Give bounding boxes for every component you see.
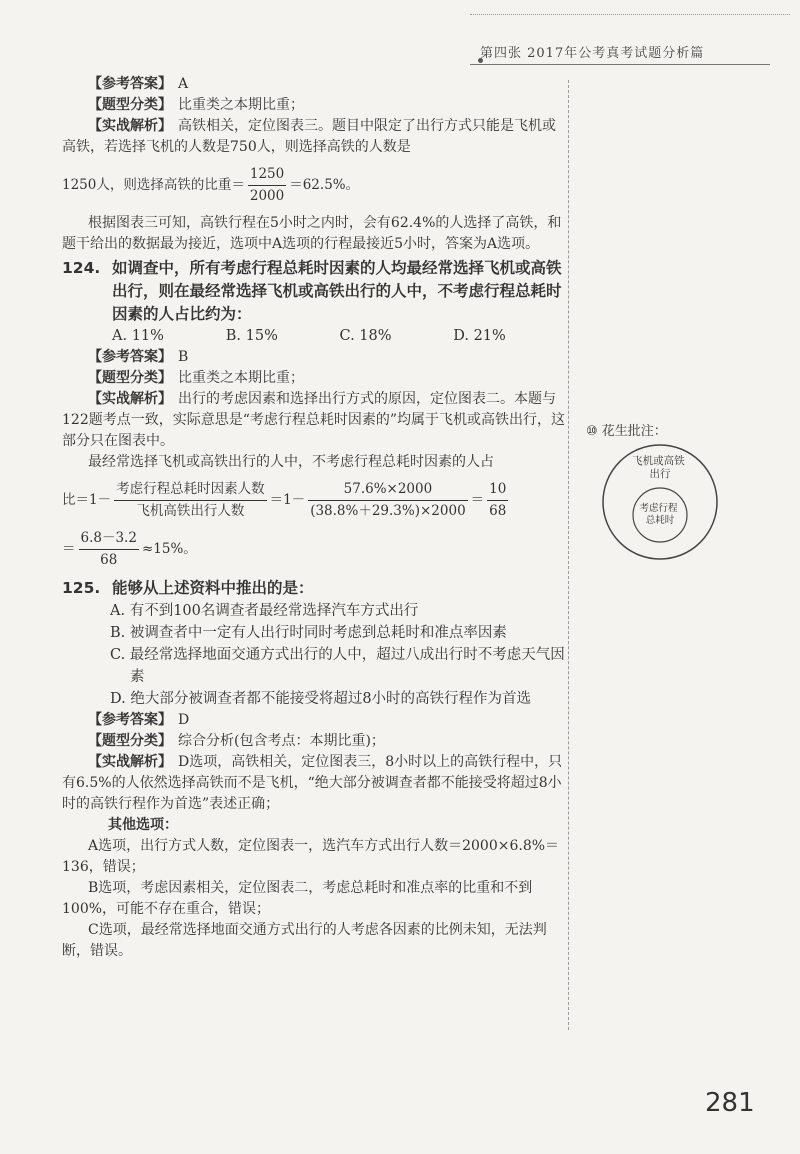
page-number: 281 <box>705 1088 755 1118</box>
option-d: D. 绝大部分被调查者都不能接受将超过8小时的高铁行程作为首选 <box>110 691 532 707</box>
type-value: 综合分析(包含考点：本期比重)； <box>178 733 385 749</box>
question-125 <box>62 577 567 600</box>
option-a: A. 11% <box>112 328 164 344</box>
fraction: $\frac{6.8-3.2}{68}$ <box>80 530 137 568</box>
margin-divider <box>568 80 569 1030</box>
type-label: 【题型分类】 <box>88 733 172 749</box>
answer-line <box>62 74 567 95</box>
analysis-label: 【实战解析】 <box>88 118 172 134</box>
type-line <box>62 95 567 116</box>
outer-label <box>632 454 688 480</box>
outer-label-line2: 出行 <box>649 468 671 480</box>
inner-label <box>639 502 680 526</box>
fraction: $\frac{1250}{2000}$ <box>249 166 285 204</box>
type-label: 【题型分类】 <box>88 370 172 386</box>
answer-value: B <box>178 349 189 365</box>
analysis-formula: 1250人，则选择高铁的比重＝ $\frac{1250}{2000}$ ＝62.5%。 <box>62 164 567 207</box>
question-text: 如调查中，所有考虑行程总耗时因素的人均最经常选择飞机或高铁出行，则在最经常选择飞机或高铁出行的人中，不考虑行程总耗时因素的人占比约为： <box>112 259 562 323</box>
question-text: 能够从上述资料中推出的是： <box>112 579 314 597</box>
question-number: 124. <box>62 259 101 277</box>
option-b: B. 15% <box>225 328 278 344</box>
type-line <box>62 368 567 389</box>
type-value: 比重类之本期比重； <box>178 370 304 386</box>
answer-value: A <box>178 76 189 92</box>
ratio-formula: 比＝1－ $\frac{\text{考虑行程总耗时因素人数}}{\text{飞机高铁出行人数}}$ ＝1－ $\frac{57.6\%\times 2000}{(38.8\%+29.3\%)\times 2000}$ ＝ $\frac{10}{68}$ <box>62 479 567 522</box>
outer-label-line1: 飞机或高铁 <box>632 455 685 467</box>
fraction: $\frac{10}{68}$ <box>489 481 507 519</box>
answer-label: 【参考答案】 <box>88 349 172 365</box>
ratio-formula-continued: ＝ $\frac{6.8-3.2}{68}$ ≈15%。 <box>62 528 567 571</box>
header-underline <box>470 64 770 65</box>
analysis-text: 出行的考虑因素和选择出行方式的原因，定位图表二。本题与122题考点一致，实际意思是“考虑行程总耗时因素的”均属于飞机或高铁出行，这部分只在图表中。 <box>62 391 566 449</box>
analysis-line <box>62 752 567 815</box>
answer-line <box>62 710 567 731</box>
option-c: C. 最经常选择地面交通方式出行的人中，超过八成出行时不考虑天气因素 <box>110 647 565 685</box>
option-a: A. 有不到100名调查者最经常选择汽车方式出行 <box>110 603 419 619</box>
inner-label-line2: 总耗时 <box>645 515 675 526</box>
question-number: 125. <box>62 579 101 597</box>
answer-label: 【参考答案】 <box>88 712 172 728</box>
fraction: $\frac{57.6\%\times 2000}{(38.8\%+29.3\%)\times 2000}$ <box>310 481 466 519</box>
options-row <box>62 326 567 347</box>
inner-label-line1: 考虑行程 <box>639 503 678 514</box>
answer-value: D <box>178 712 190 728</box>
option-d: D. 21% <box>453 328 506 344</box>
type-value: 比重类之本期比重； <box>178 97 304 113</box>
running-header: 第四张 2017年公考真考试题分析篇 <box>480 46 705 61</box>
option-c: C. 18% <box>339 328 392 344</box>
type-label: 【题型分类】 <box>88 97 172 113</box>
main-column <box>62 74 567 962</box>
analysis-line <box>62 389 567 452</box>
option-b: B. 被调查者中一定有人出行时同时考虑到总耗时和准点率因素 <box>110 625 507 641</box>
analysis-paragraph: 最经常选择飞机或高铁出行的人中，不考虑行程总耗时因素的人占 <box>88 454 494 470</box>
analysis-line <box>62 116 567 158</box>
other-option-c: C选项，最经常选择地面交通方式出行的人考虑各因素的比例未知，无法判断，错误。 <box>62 922 547 959</box>
question-124 <box>62 257 567 326</box>
side-note-label: ⑩ 花生批注： <box>586 424 667 439</box>
answer-label: 【参考答案】 <box>88 76 172 92</box>
type-line <box>62 731 567 752</box>
analysis-label: 【实战解析】 <box>88 391 172 407</box>
analysis-paragraph: 根据图表三可知，高铁行程在5小时之内时，会有62.4%的人选择了高铁，和题干给出的数据最为接近，选项中A选项的行程最接近5小时，答案为A选项。 <box>62 215 562 252</box>
answer-line <box>62 347 567 368</box>
other-option-a: A选项，出行方式人数，定位图表一，选汽车方式出行人数＝2000×6.8%＝136，错误； <box>62 838 560 875</box>
header-dotted-line <box>470 14 790 15</box>
analysis-label: 【实战解析】 <box>88 754 172 770</box>
analysis-text: D选项，高铁相关，定位图表三，8小时以上的高铁行程中，只有6.5%的人依然选择高铁而不是飞机，“绝大部分被调查者都不能接受将超过8小时的高铁行程作为首选”表述正确； <box>62 754 563 812</box>
fraction: $\frac{\text{考虑行程总耗时因素人数}}{\text{飞机高铁出行人数}}$ <box>116 481 265 519</box>
analysis-text: 高铁相关，定位图表三。题目中限定了出行方式只能是飞机或高铁，若选择飞机的人数是750人，则选择高铁的人数是 <box>62 118 556 155</box>
other-options-heading: 其他选项： <box>108 817 178 833</box>
other-option-b: B选项，考虑因素相关，定位图表二，考虑总耗时和准点率的比重和不到100%，可能不存在重合，错误； <box>62 880 533 917</box>
venn-diagram <box>600 442 720 562</box>
